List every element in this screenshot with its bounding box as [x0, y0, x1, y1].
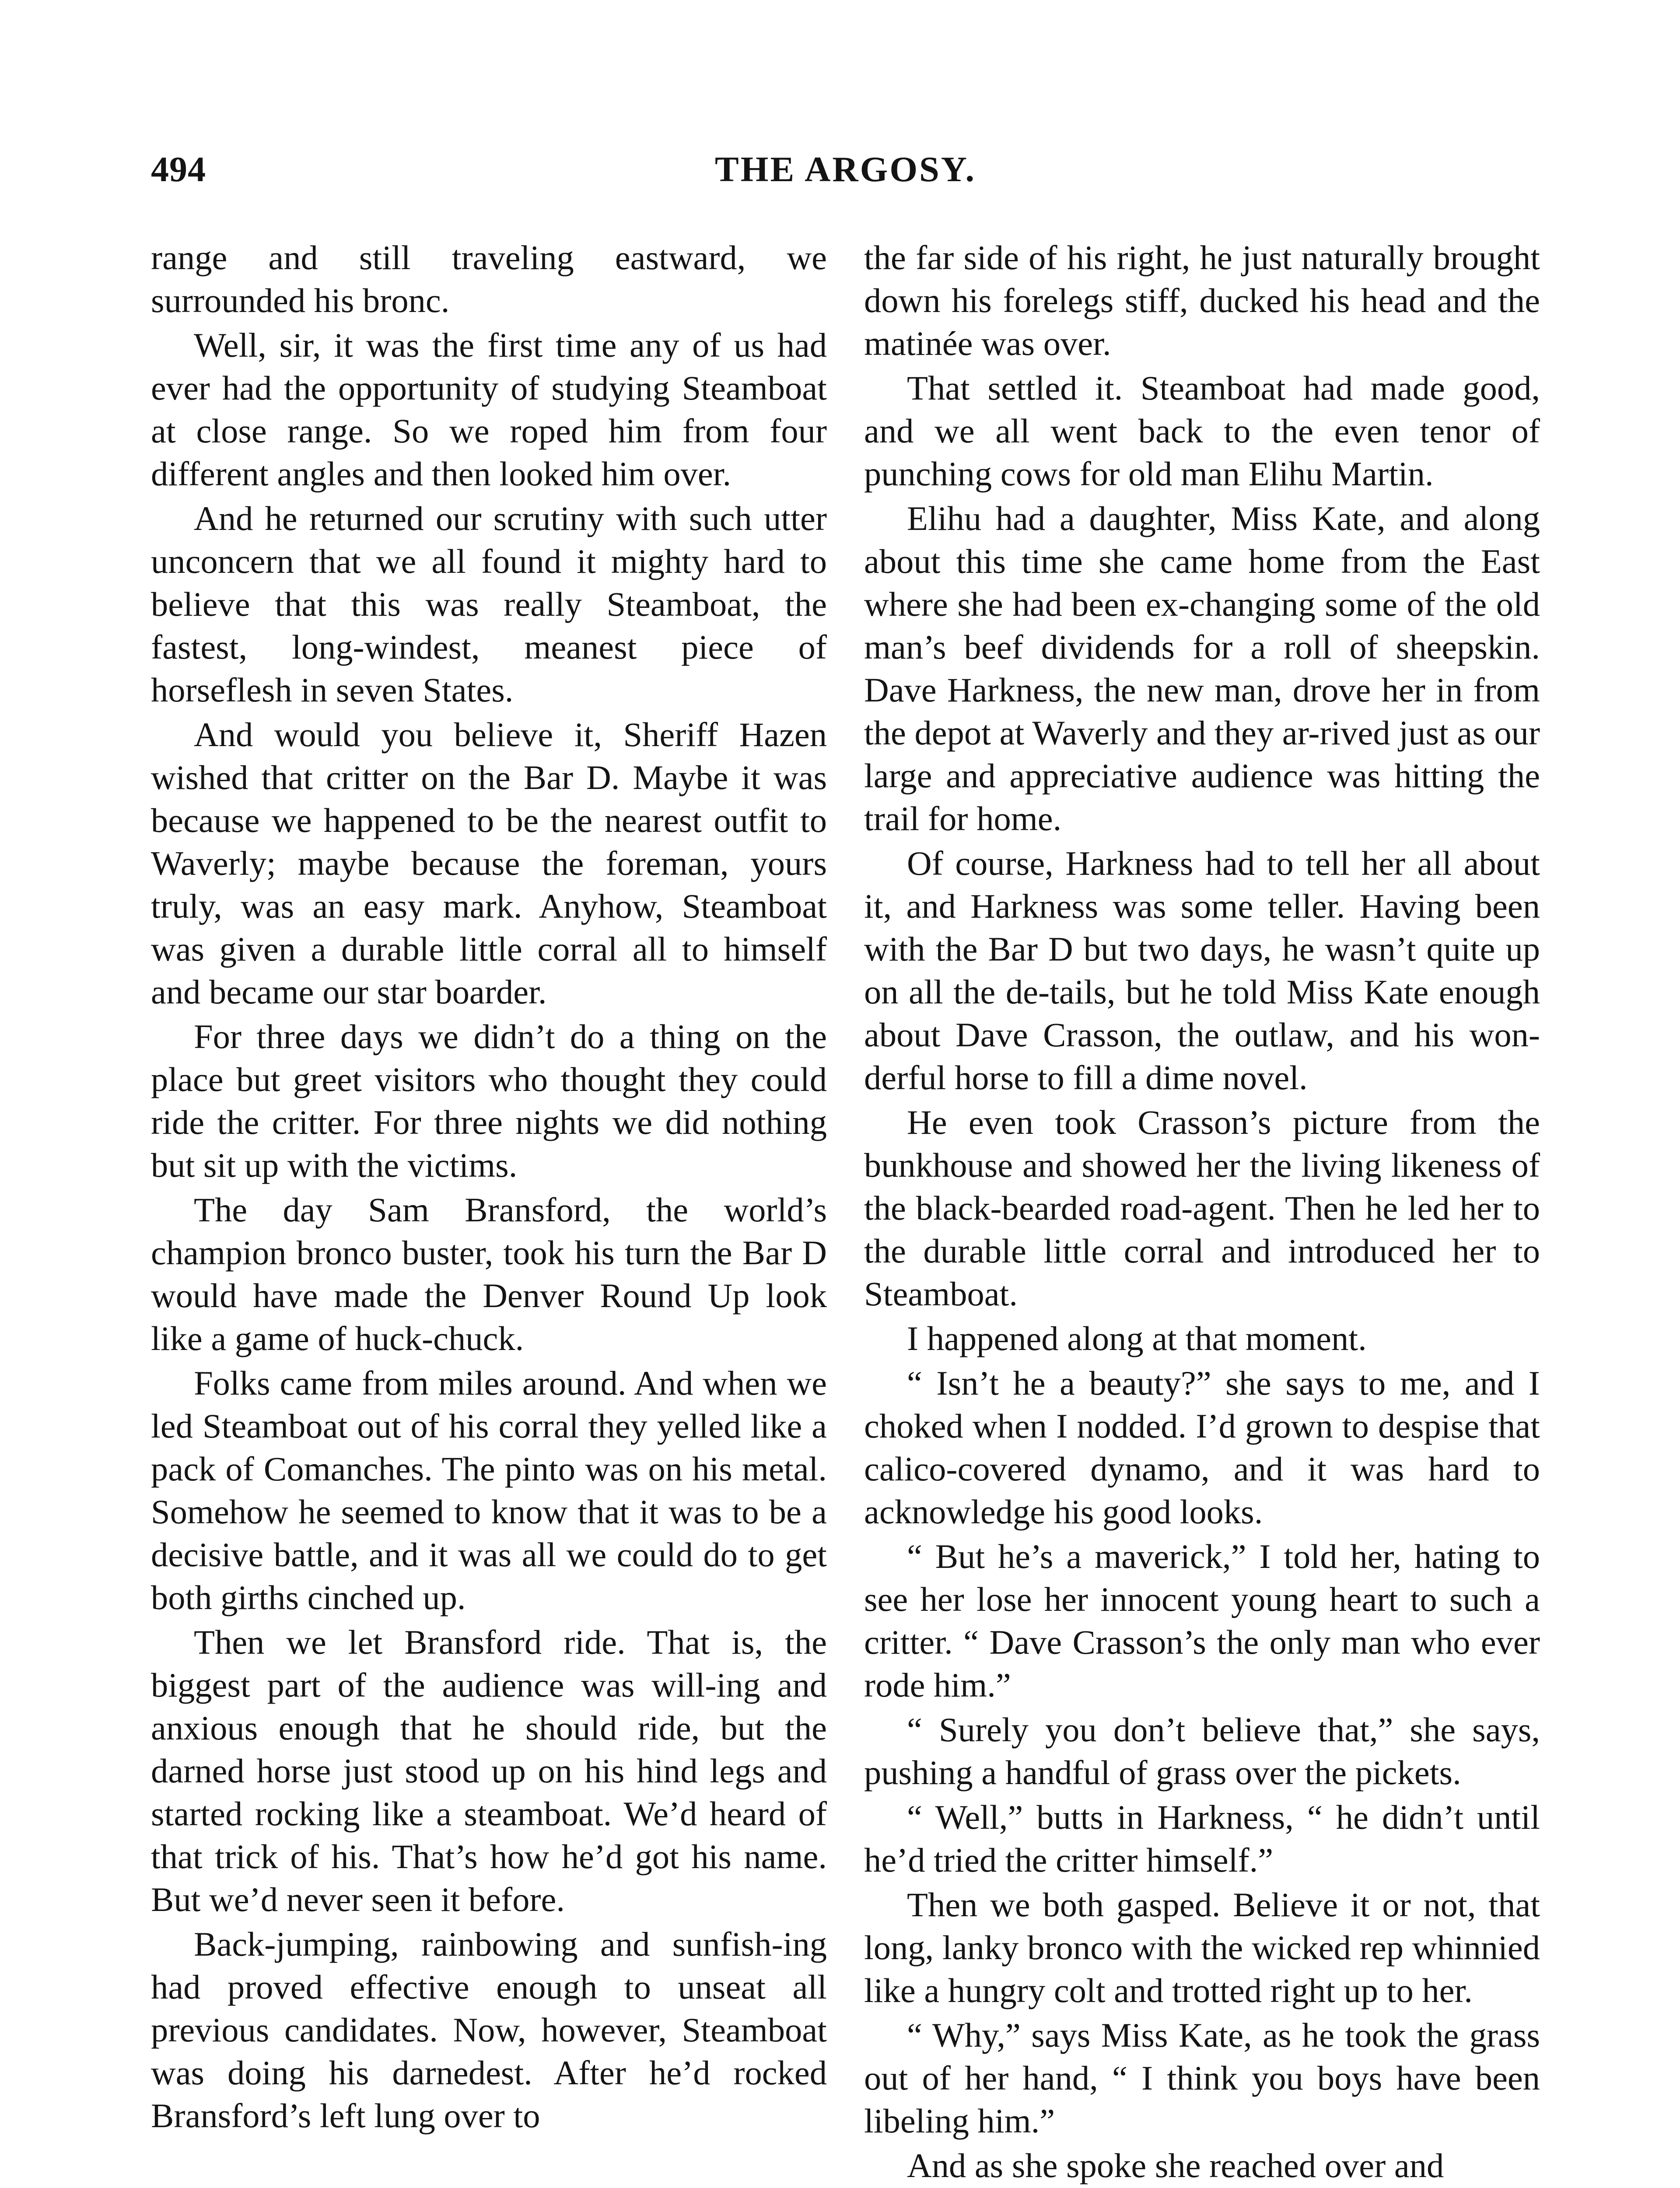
- paragraph: “ Well,” butts in Harkness, “ he didn’t until he’d tried the critter himself.”: [864, 1798, 1540, 1879]
- paragraph: I happened along at that moment.: [907, 1319, 1367, 1357]
- paragraph: Of course, Harkness had to tell her all about it, and Harkness was some teller. Having been with the Bar D but two days, he wasn’t quite up on all the de-tails, but he told Miss Kate enough about Dave Crasson, the outlaw, and his won-derful horse to fill a dime novel.: [864, 844, 1540, 1097]
- paragraph: And he returned our scrutiny with such utter unconcern that we all found it mighty hard to believe that this was really Steamboat, the fastest, long-windest, meanest piece of horseflesh in seven States.: [151, 499, 827, 709]
- paragraph: Then we let Bransford ride. That is, the biggest part of the audience was will-ing and anxious enough that he should ride, but the darned horse just stood up on his hind legs and started rocking like a steamboat. We’d heard of that trick of his. That’s how he’d got his name. But we’d never seen it before.: [151, 1623, 827, 1918]
- paragraph: Back-jumping, rainbowing and sunfish-ing had proved effective enough to unseat all previous candidates. Now, however, Steamboat was doing his darnedest. After he’d rocked Bransford’s left lung over to: [151, 1925, 827, 2135]
- paragraph: And as she spoke she reached over and: [907, 2146, 1444, 2184]
- paragraph: “ Isn’t he a beauty?” she says to me, and I choked when I nodded. I’d grown to despise that calico-covered dynamo, and it was hard to acknowledge his good looks.: [864, 1364, 1540, 1531]
- paragraph: Then we both gasped. Believe it or not, that long, lanky bronco with the wicked rep whinnied like a hungry colt and trotted right up to her.: [864, 1886, 1540, 2009]
- paragraph: That settled it. Steamboat had made good, and we all went back to the even tenor of punching cows for old man Elihu Martin.: [864, 369, 1540, 493]
- right-column: [864, 236, 1540, 2188]
- left-column: [151, 236, 827, 2139]
- paragraph: The day Sam Bransford, the world’s champion bronco buster, took his turn the Bar D would have made the Denver Round Up look like a game of huck-chuck.: [151, 1191, 827, 1357]
- paragraph: And would you believe it, Sheriff Hazen wished that critter on the Bar D. Maybe it was because we happened to be the nearest outfit to Waverly; maybe because the foreman, yours truly, was an easy mark. Anyhow, Steamboat was given a durable little corral all to himself and became our star boarder.: [151, 715, 827, 1011]
- paragraph: Folks came from miles around. And when we led Steamboat out of his corral they yelled like a pack of Comanches. The pinto was on his metal. Somehow he seemed to know that it was to be a decisive battle, and it was all we could do to get both girths cinched up.: [151, 1364, 827, 1616]
- paragraph: Elihu had a daughter, Miss Kate, and along about this time she came home from the East where she had been ex-changing some of the old man’s beef dividends for a roll of sheepskin. Dave Harkness, the new man, drove her in from the depot at Waverly and they ar-rived just as our large and appreciative audience was hitting the trail for home.: [864, 499, 1540, 838]
- paragraph: Well, sir, it was the first time any of us had ever had the opportunity of studying Steamboat at close range. So we roped him from four different angles and then looked him over.: [151, 326, 827, 493]
- paragraph: “ Why,” says Miss Kate, as he took the grass out of her hand, “ I think you boys have been libeling him.”: [864, 2016, 1540, 2140]
- paragraph: He even took Crasson’s picture from the bunkhouse and showed her the living likeness of the black-bearded road-agent. Then he led her to the durable little corral and introduced her to Steamboat.: [864, 1103, 1540, 1313]
- paragraph: For three days we didn’t do a thing on the place but greet visitors who thought they could ride the critter. For three nights we did nothing but sit up with the victims.: [151, 1017, 827, 1184]
- paragraph: range and still traveling eastward, we surrounded his bronc.: [151, 238, 827, 319]
- paragraph: “ Surely you don’t believe that,” she says, pushing a handful of grass over the pickets.: [864, 1711, 1540, 1792]
- paragraph: “ But he’s a maverick,” I told her, hating to see her lose her innocent young heart to such a critter. “ Dave Crasson’s the only man who ever rode him.”: [864, 1537, 1540, 1704]
- paragraph: the far side of his right, he just naturally brought down his forelegs stiff, ducked his head and the matinée was over.: [864, 238, 1540, 362]
- page-header: [151, 149, 1540, 201]
- page-number: 494: [151, 149, 206, 189]
- running-title: THE ARGOSY.: [715, 149, 976, 189]
